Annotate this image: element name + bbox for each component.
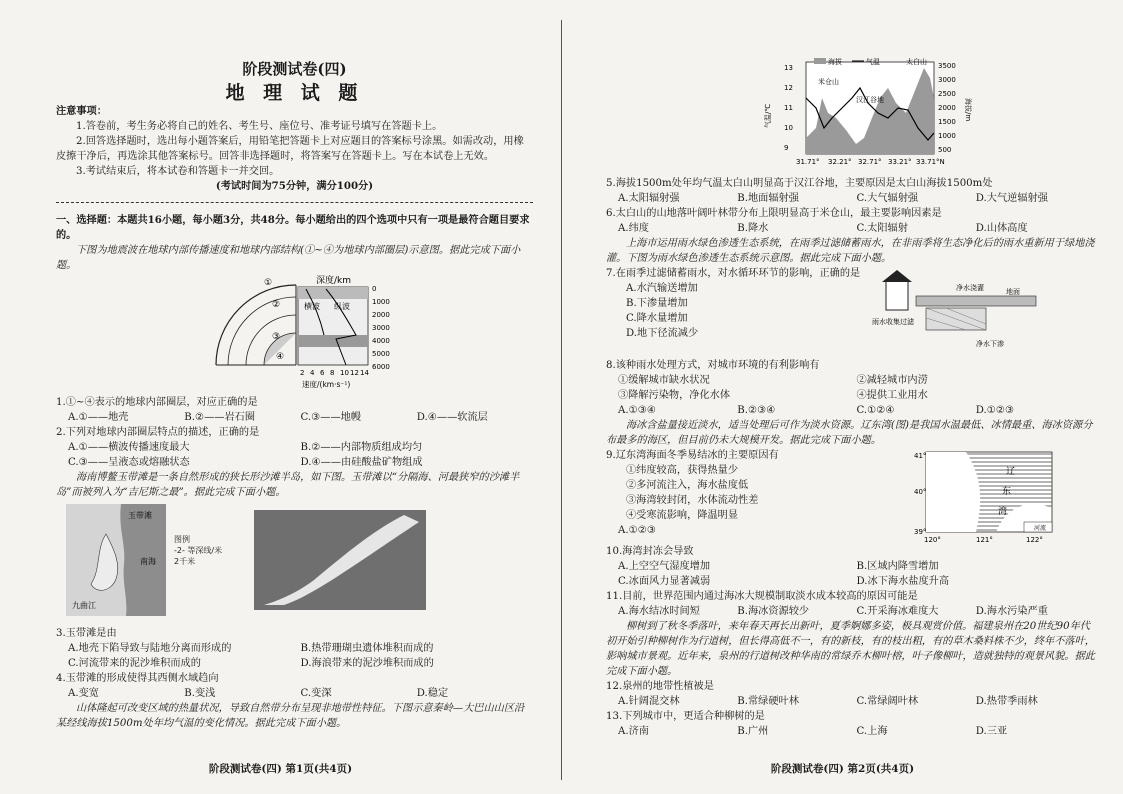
question-stem: 11.目前，世界范围内通过海冰大规模制取淡水成本较高的原因可能是 [606, 591, 918, 602]
bay-label: 东 [1002, 487, 1012, 497]
scale-label: 2千米 [174, 557, 196, 566]
y-left-tick: 11 [784, 104, 793, 112]
option: A.地壳下陷导致与陆地分离而形成的 [68, 643, 232, 654]
question-stem: 1.①~④表示的地球内部圈层，对应正确的是 [56, 397, 258, 408]
river-label: 九曲江 [72, 601, 96, 610]
question-stem: 7.在雨季过滤储蓄雨水，对水循环环节的影响，正确的是 [606, 268, 861, 279]
option: B.变浅 [184, 688, 216, 699]
speed-label: 速度/(km·s⁻¹) [302, 380, 351, 389]
y-right-tick: 1000 [938, 132, 956, 140]
statements-row [606, 373, 1095, 388]
question-intro: 海南博鳌玉带滩是一条自然形成的狭长形沙滩半岛，如下图。玉带滩以“分隔海、河最狭窄的沙滩半岛”而被列入为“吉尼斯之最”。据此完成下面小题。 [56, 472, 520, 498]
y-right-label: 海拔/m [964, 98, 972, 122]
speed-tick: 4 [310, 369, 315, 377]
question-stem: 5.海拔1500m处年均气温太白山明显高于汉江谷地，主要原因是太白山海拔1500m处 [606, 178, 993, 189]
y-left-tick: 12 [784, 84, 793, 92]
speed-tick: 14 [360, 369, 369, 377]
options-row [56, 686, 533, 701]
exam-subject-title: 地 理 试 题 [225, 82, 364, 104]
options-row [56, 440, 533, 455]
statement: ④受寒流影响，降温明显 [626, 510, 739, 521]
legend-altitude: 海拔 [828, 58, 842, 66]
notice-item: 1.答卷前，考生务必将自己的姓名、考生号、座位号、准考证号填写在答题卡上。 [76, 121, 443, 132]
speed-tick: 8 [330, 369, 335, 377]
option: A.上空空气湿度增加 [618, 561, 711, 572]
option: A.①——横波传播速度最大 [68, 442, 190, 453]
y-left-tick: 13 [784, 64, 793, 72]
option: B.广州 [737, 726, 769, 737]
question-intro: 海冰含盐量接近淡水，适当处理后可作为淡水资源。辽东湾(图)是我国水温最低、冰情最重、海冰资源分布最多的海区，但目前仍未大规模开发。据此完成下面小题。 [606, 420, 1093, 446]
options-row [56, 455, 533, 470]
option: C.变深 [300, 688, 332, 699]
option: C.降水量增加 [626, 313, 688, 324]
options-row [56, 410, 533, 425]
x-tick: 33.21° [888, 158, 912, 166]
option: A.①——地壳 [68, 412, 129, 423]
option: D.稳定 [416, 688, 449, 699]
option: A.①②③ [618, 525, 656, 536]
lat-label: 39° [914, 528, 927, 536]
option: C.常绿阔叶林 [856, 696, 919, 707]
irrigation-label: 净水浇灌 [956, 284, 984, 292]
page-footer: 阶段测试卷(四) 第2页(共4页) [770, 763, 915, 775]
option: B.地面辐射强 [737, 193, 799, 204]
y-right-tick: 1500 [938, 118, 956, 126]
options-row [606, 403, 1095, 418]
yudaitan-map [66, 504, 166, 616]
statement: ②减轻城市内涝 [856, 375, 928, 386]
sea-label: 南海 [140, 557, 156, 566]
option: C.③——地幔 [300, 412, 362, 423]
speed-tick: 10 [340, 369, 349, 377]
option: C.河流带来的泥沙堆积而成的 [68, 658, 201, 669]
hanjiang-label: 汉江谷地 [856, 96, 884, 104]
q9-text [606, 448, 906, 544]
exam-time: (考试时间为75分钟，满分100分) [215, 180, 374, 192]
option: B.下渗量增加 [626, 298, 688, 309]
speed-tick: 6 [320, 369, 325, 377]
lon-label: 121° [976, 536, 993, 544]
outer-core-band [298, 335, 368, 347]
options-row [606, 191, 1095, 206]
y-left-tick: 10 [784, 124, 793, 132]
statement: ②多河流注入，海水盐度低 [626, 480, 749, 491]
lat-label: 41° [914, 452, 927, 460]
option: D.④——软流层 [416, 412, 488, 423]
layer-marker: ④ [276, 352, 285, 362]
option: A.海水结冰时间短 [618, 606, 700, 617]
section-heading: 一、选择题：本题共16小题，每小题3分，共48分。每小题给出的四个选项中只有一项是最符合题目要求的。 [56, 214, 530, 241]
taibaishan-label: 太白山 [906, 58, 927, 66]
y-right-tick: 2000 [938, 104, 956, 112]
x-tick: 32.71° [858, 158, 882, 166]
depth-tick: 5000 [372, 350, 390, 358]
s-wave-label: 横波 [304, 302, 320, 311]
statement: ①缓解城市缺水状况 [618, 375, 710, 386]
x-tick: 32.21° [828, 158, 852, 166]
micangshan-label: 米仓山 [818, 78, 839, 86]
option: B.降水 [737, 223, 769, 234]
rainwater-system-figure [866, 266, 1046, 356]
depth-tick: 1000 [372, 298, 390, 306]
question-stem: 3.玉带滩是由 [56, 628, 117, 639]
y-right-tick: 2500 [938, 90, 956, 98]
option: B.②——内部物质组成均匀 [300, 442, 423, 453]
question-stem: 12.泉州的地带性植被是 [606, 681, 714, 692]
question-intro: 上海市运用雨水绿色渗透生态系统，在雨季过滤储蓄雨水，在非雨季将生态净化后的雨水重新用于绿地浇灌。下图为雨水绿色渗透生态系统示意图。据此完成下面小题。 [606, 238, 1095, 264]
figure-row [56, 504, 533, 622]
legend-title: 图例 [174, 535, 190, 544]
map-legend [166, 504, 234, 567]
land-west [926, 452, 980, 532]
layer-marker: ③ [272, 332, 281, 342]
question-stem: 10.海湾封冻会导致 [606, 546, 694, 557]
option: A.变宽 [68, 688, 99, 699]
speed-tick: 2 [300, 369, 305, 377]
right-page [562, 0, 1123, 794]
option: D.三亚 [975, 726, 1008, 737]
option: B.常绿硬叶林 [737, 696, 799, 707]
option: D.①②③ [975, 405, 1015, 416]
options-row [56, 641, 533, 656]
x-tick: 33.71°N [916, 158, 945, 166]
option: D.冰下海水盐度升高 [856, 576, 950, 587]
infiltration-label: 净水下渗 [976, 340, 1004, 348]
option: A.太阳辐射强 [618, 193, 680, 204]
options-row [606, 604, 1095, 619]
question-intro: 下图为地震波在地球内部传播速度和地球内部结构(①~④为地球内部圈层)示意图。据此完成下面小题。 [56, 245, 521, 271]
statement: ③海湾较封闭，水体流动性差 [626, 495, 759, 506]
p-wave-label: 纵波 [334, 302, 350, 311]
statement: ①纬度较高，获得热量少 [626, 465, 739, 476]
legend-contour: -2- 等深线/米 [174, 546, 223, 555]
lon-label: 122° [1026, 536, 1043, 544]
option: A.纬度 [618, 223, 649, 234]
statements-row [606, 388, 1095, 403]
layer-line [228, 297, 296, 365]
question-stem: 9.辽东湾海面冬季易结冰的主要原因有 [606, 450, 779, 461]
option: A.①③④ [618, 405, 656, 416]
depth-tick: 4000 [372, 337, 390, 345]
roof [882, 270, 912, 282]
depth-tick: 2000 [372, 311, 390, 319]
q9-block [606, 448, 1095, 544]
yudaitan-photo [254, 510, 426, 610]
legend-altitude-swatch [814, 58, 826, 64]
lon-label: 120° [924, 536, 941, 544]
y-right-tick: 3500 [938, 62, 956, 70]
option: B.海冰资源较少 [737, 606, 810, 617]
options-row [56, 656, 533, 671]
depth-label: 深度/km [316, 276, 352, 286]
bay-label: 湾 [998, 507, 1008, 517]
notice-item: 2.回答选择题时，选出每小题答案后，用铅笔把答题卡上对应题目的答案标号涂黑。如需改动，用橡皮擦干净后，再选涂其他答案标号。回答非选择题时，将答案写在答题卡上。写在本试卷上无效。 [56, 136, 524, 162]
layer-marker: ① [264, 278, 273, 288]
option: C.上海 [856, 726, 888, 737]
option: B.区域内降雪增加 [856, 561, 939, 572]
options-row [606, 523, 906, 538]
options-row [606, 724, 1095, 739]
option: A.济南 [618, 726, 649, 737]
question-stem: 8.该种雨水处理方式，对城市环境的有利影响有 [606, 360, 820, 371]
statement: ③降解污染物，净化水体 [618, 390, 731, 401]
question-intro: 柳树到了秋冬季落叶，来年春天再长出新叶，夏季婀娜多姿，极具观赏价值。福建泉州在20世纪90年代初开始引种柳树作为行道树，但长得高低不一，有的新枝，有的枝出粗，有的草木桑料株不少，终年不落叶，影响城市景观。近年来，泉州的行道树改种华南的常绿乔木柳叶榕，叶子像柳叶，造就独特的观景风貌。据此完成下面小题。 [606, 621, 1095, 677]
question-stem: 2.下列对地球内部圈层特点的描述，正确的是 [56, 427, 260, 438]
option: D.海浪带来的泥沙堆积而成的 [300, 658, 434, 669]
speed-tick: 12 [350, 369, 359, 377]
option: A.针阔混交林 [618, 696, 680, 707]
liaodong-bay-map [906, 448, 1056, 544]
option: D.海水污染严重 [975, 606, 1048, 617]
option: A.水汽输送增加 [626, 283, 698, 294]
ground-label: 地面 [1006, 288, 1020, 296]
q7-block [606, 266, 1095, 358]
option: C.大气辐射强 [856, 193, 919, 204]
question-stem: 6.太白山的山地落叶阔叶林带分布上限明显高于米仓山，最主要影响因素是 [606, 208, 942, 219]
options-row [606, 694, 1095, 709]
x-tick: 31.71° [796, 158, 820, 166]
option: B.②——岩石圈 [184, 412, 256, 423]
layer-marker: ② [272, 300, 281, 310]
option: B.热带珊瑚虫遗体堆积而成的 [300, 643, 434, 654]
legend-river: 河流 [1034, 525, 1047, 532]
options-row [606, 559, 1095, 574]
left-page [0, 0, 561, 794]
options-row [606, 221, 1095, 236]
bay-label: 辽 [1006, 467, 1016, 477]
collection-label: 雨水收集过滤 [872, 318, 914, 326]
option: B.②③④ [737, 405, 776, 416]
option: D.地下径流减少 [626, 328, 699, 339]
y-right-tick: 3000 [938, 76, 956, 84]
option: D.④——由硅酸盐矿物组成 [300, 457, 423, 468]
option: C.冰面风力显著减弱 [618, 576, 711, 587]
option: C.③——呈液态或熔融状态 [68, 457, 190, 468]
q7-text [606, 266, 866, 358]
depth-tick: 3000 [372, 324, 390, 332]
y-left-label: 气温/℃ [764, 103, 772, 128]
depth-tick: 0 [372, 285, 377, 293]
exam-series-title: 阶段测试卷(四) [242, 60, 347, 78]
ground-layer [916, 296, 1036, 306]
legend-temp: 气温 [866, 58, 880, 66]
option: D.大气逆辐射强 [975, 193, 1048, 204]
earth-interior-figure [56, 273, 533, 391]
question-stem: 4.玉带滩的形成使得其西侧水域趋向 [56, 673, 219, 684]
question-stem: 13.下列城市中，更适合种柳树的是 [606, 711, 765, 722]
page-footer: 阶段测试卷(四) 第1页(共4页) [208, 763, 353, 775]
statement: ④提供工业用水 [856, 390, 928, 401]
option: C.太阳辐射 [856, 223, 908, 234]
y-right-tick: 500 [938, 146, 952, 154]
option: C.开采海冰难度大 [856, 606, 939, 617]
option: C.①②④ [856, 405, 895, 416]
option: D.热带季雨林 [975, 696, 1038, 707]
notice-heading: 注意事项： [56, 105, 107, 117]
temperature-altitude-figure [606, 54, 1095, 172]
depth-tick: 6000 [372, 363, 390, 371]
option: D.山体高度 [975, 223, 1028, 234]
yudaitan-label: 玉带滩 [128, 511, 152, 520]
options-row [606, 574, 1095, 589]
section-separator [56, 202, 533, 203]
lat-label: 40° [914, 488, 927, 496]
building [886, 280, 908, 310]
question-intro: 山体隆起可改变区域的热量状况，导致自然带分布呈现非地带性特征。下图示意秦岭—大巴山山区沿某经线海拔1500m处年均气温的变化情况。据此完成下面小题。 [56, 703, 525, 729]
notice-item: 3.考试结束后，将本试卷和答题卡一并交回。 [76, 166, 280, 177]
y-left-tick: 9 [784, 144, 789, 152]
